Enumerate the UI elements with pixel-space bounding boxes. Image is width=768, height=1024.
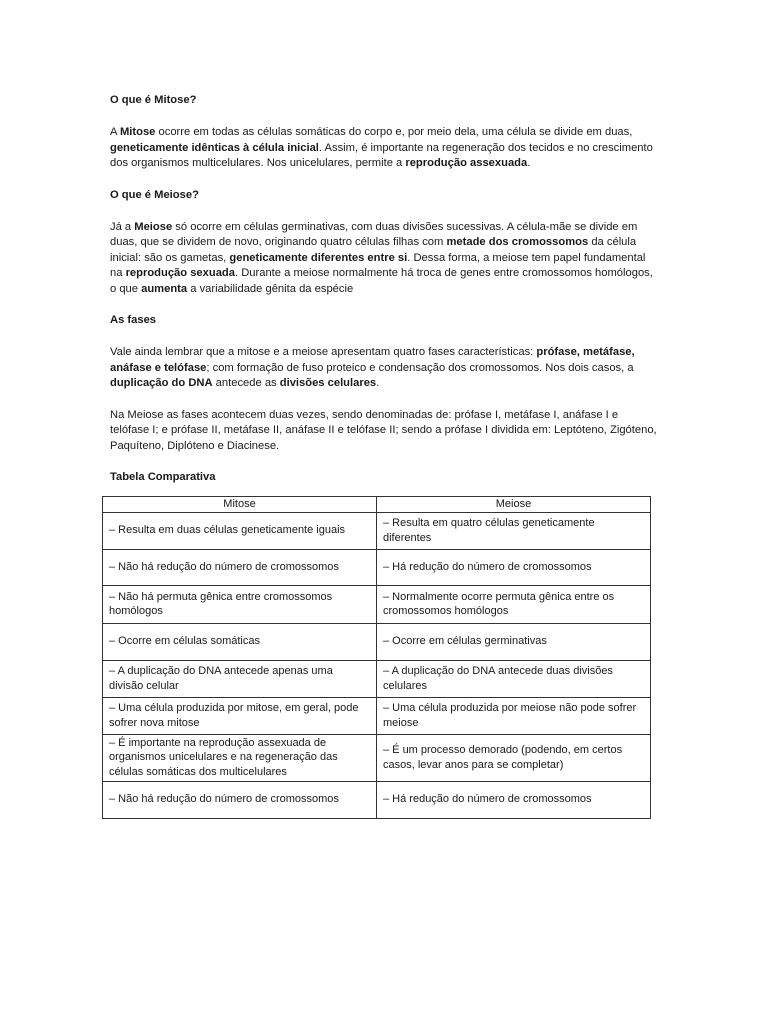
table-header-row: [103, 497, 651, 513]
table-row: [103, 585, 651, 623]
bold-text: prófase, metáfase, anáfase e telófase: [110, 346, 635, 374]
meiose-cell: – A duplicação do DNA antecede duas divisões celulares: [377, 660, 651, 697]
header-mitose: Mitose: [103, 497, 377, 513]
text-run: Vale ainda lembrar que a mitose e a meiose apresentam quatro fases características:: [110, 346, 537, 359]
mitose-cell: – Ocorre em células somáticas: [103, 623, 377, 660]
text-run: ocorre em todas as células somáticas do corpo e, por meio dela, uma célula se divide em duas,: [155, 126, 633, 139]
text-run: Já a: [110, 221, 135, 234]
text-run: só ocorre em células germinativas, com duas divisões sucessivas. A célula-mãe se divide em duas, que se dividem de novo, originando quatro células filhas com: [110, 221, 638, 249]
mitose-cell: – A duplicação do DNA antecede apenas uma divisão celular: [103, 660, 377, 697]
table-row: [103, 781, 651, 818]
meiose-heading: O que é Meiose?: [110, 188, 199, 201]
mitose-cell: – Uma célula produzida por mitose, em geral, pode sofrer nova mitose: [103, 697, 377, 734]
text-run: . Assim, é importante na regeneração dos tecidos e no crescimento dos organismos multicelulares. Nos unicelulares, permite a: [110, 141, 653, 170]
meiose-cell: – Normalmente ocorre permuta gênica entre os cromossomos homólogos: [377, 585, 651, 623]
text-run: antecede as: [212, 377, 280, 390]
bold-text: reprodução assexuada: [405, 157, 528, 170]
meiose-cell: – Há redução do número de cromossomos: [377, 549, 651, 585]
mitose-cell: – Não há redução do número de cromossomos: [103, 549, 377, 585]
meiose-cell: – É um processo demorado (podendo, em certos casos, levar anos para se completar): [377, 734, 651, 781]
table-row: [103, 549, 651, 585]
tabela-heading: Tabela Comparativa: [110, 470, 216, 483]
mitose-cell: – Resulta em duas células geneticamente iguais: [103, 512, 377, 549]
bold-text: Meiose: [134, 221, 173, 234]
mitose-cell: – É importante na reprodução assexuada de organismos unicelulares e na regeneração das células somáticas dos multicelulares: [103, 734, 377, 781]
text-run: A: [110, 126, 120, 139]
bold-text: Mitose: [119, 126, 156, 139]
table-row: [103, 734, 651, 781]
meiose-cell: – Há redução do número de cromossomos: [377, 781, 651, 818]
mitose-cell: – Não há redução do número de cromossomos: [103, 781, 377, 818]
meiose-cell: – Ocorre em células germinativas: [377, 623, 651, 660]
table-row: [103, 623, 651, 660]
table-row: [103, 660, 651, 697]
bold-text: duplicação do DNA: [110, 377, 213, 390]
bold-text: geneticamente idênticas à célula inicial: [110, 141, 319, 154]
table-row: [103, 697, 651, 734]
mitose-cell: – Não há permuta gênica entre cromossomos homólogos: [103, 585, 377, 623]
bold-text: aumenta: [141, 282, 188, 295]
fases-paragraph-2: [110, 408, 658, 454]
text-run: ; com formação de fuso proteico e condensação dos cromossomos. Nos dois casos, a: [206, 361, 634, 374]
table-row: [103, 512, 651, 549]
text-run: .: [527, 157, 531, 170]
text-run: a variabilidade gênita da espécie: [187, 282, 354, 295]
bold-text: metade dos cromossomos: [446, 236, 589, 249]
bold-text: geneticamente diferentes entre si: [229, 251, 408, 264]
text-run: .: [376, 377, 380, 390]
meiose-cell: – Resulta em quatro células geneticamente diferentes: [377, 512, 651, 549]
meiose-paragraph: [110, 220, 658, 297]
text-run: Na Meiose as fases acontecem duas vezes, sendo denominadas de: prófase I, metáfase I, anáfase I e telófase I; e prófase II, metáfase II, anáfase II e telófase II; sendo a prófase I dividida em: Leptóteno, Zigóteno, Paquíteno, Diplóteno e Diacinese.: [110, 408, 657, 452]
mitose-paragraph: [110, 125, 658, 171]
fases-paragraph-1: [110, 345, 658, 391]
bold-text: reprodução sexuada: [125, 267, 235, 280]
header-meiose: Meiose: [377, 497, 651, 513]
text-run: . Dessa forma, a meiose tem papel fundamental na: [110, 251, 646, 280]
text-run: da célula inicial: são os gametas,: [110, 236, 637, 264]
fases-heading: As fases: [110, 314, 157, 327]
meiose-cell: – Uma célula produzida por meiose não pode sofrer meiose: [377, 697, 651, 734]
bold-text: divisões celulares: [279, 377, 377, 390]
text-run: . Durante a meiose normalmente há troca de genes entre cromossomos homólogos, o que: [110, 267, 653, 295]
mitose-heading: O que é Mitose?: [110, 94, 197, 106]
comparison-table: [102, 496, 651, 819]
